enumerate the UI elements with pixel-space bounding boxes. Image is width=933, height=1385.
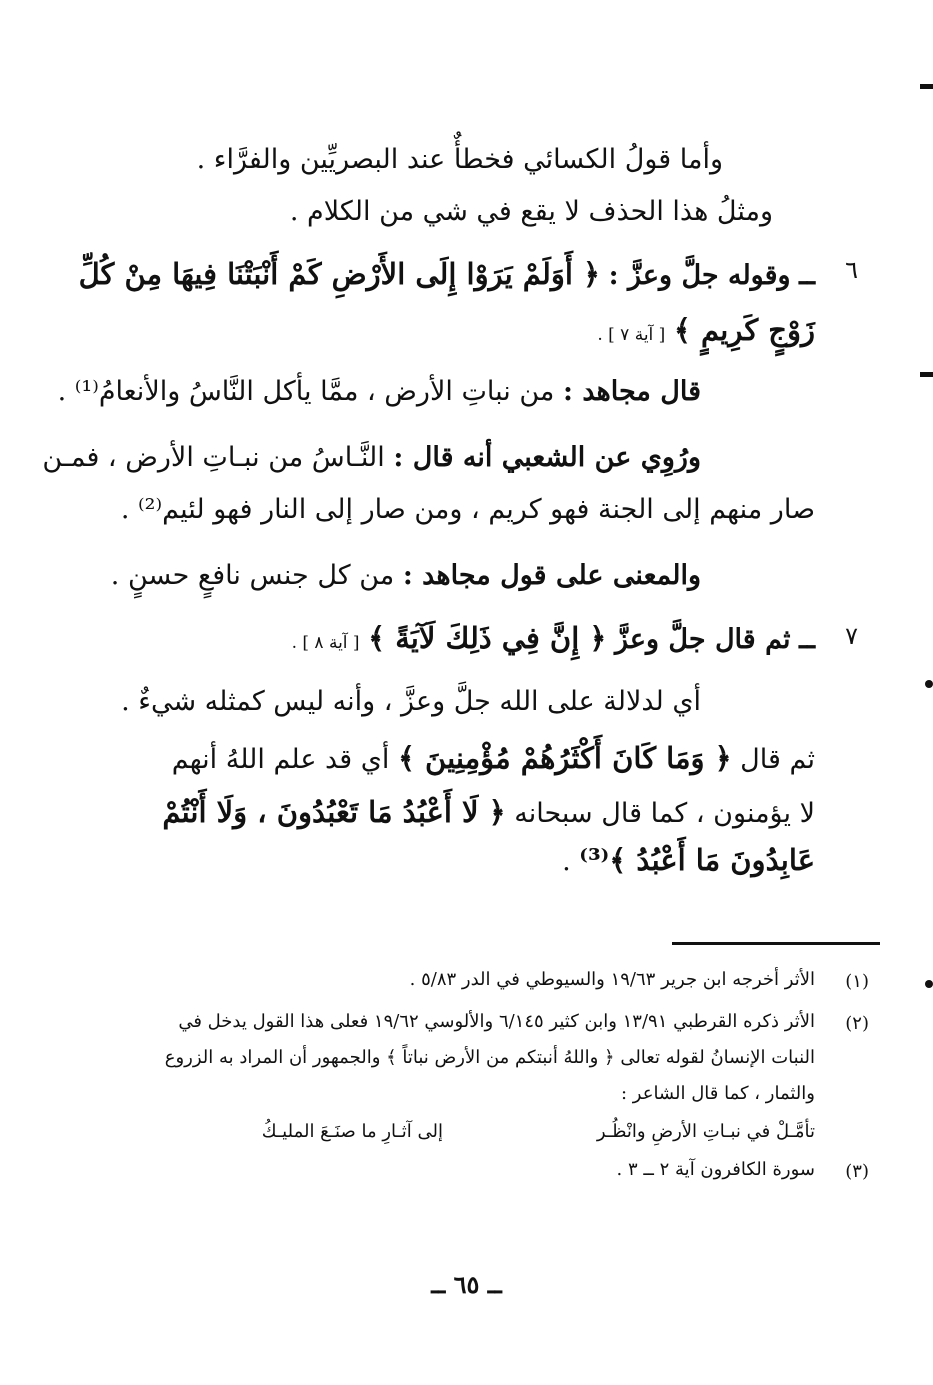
footnote-text: الأثر ذكره القرطبي ١٣/٩١ وابن كثير ٦/١٤٥ والألوسي ١٩/٦٢ فعلى هذا القول يدخل في [178, 1011, 815, 1032]
verse-reference: [ آية ٨ ] . [291, 633, 360, 653]
quran-text: عَابِدُونَ مَا أَعْبُدُ ﴾⁽³⁾ [579, 843, 815, 877]
text: ومثلُ هذا الحذف لا يقع في شي من الكلام . [289, 196, 773, 227]
quran-text: ﴿ إِنَّ فِي ذَلِكَ لَآيَةً ﴾ [368, 621, 607, 655]
text-line [562, 840, 815, 882]
text: من نباتِ الأرض ، ممَّا يأكل النَّاسُ والأنعامُ⁽¹⁾ . [57, 376, 555, 407]
footnote-number: (٢) [845, 1013, 869, 1034]
dash: ــ [799, 260, 815, 291]
margin-mark [920, 372, 933, 377]
text: صار منهم إلى الجنة فهو كريم ، ومن صار إلى النار فهو لئيم⁽²⁾ . [120, 494, 815, 525]
verse-reference: [ آية ٧ ] . [597, 325, 666, 345]
lead-text: وقوله جلَّ وعزَّ : [608, 260, 791, 291]
footnote-text: النبات الإنسانُ لقوله تعالى ﴿ واللهُ أنبتكم من الأرض نباتاً ﴾ والجمهور أن المراد به الزروع [164, 1047, 815, 1068]
footnote-2-line-2 [165, 1044, 815, 1072]
text-line [121, 682, 701, 722]
quran-text: ﴿ وَمَا كَانَ أَكْثَرُهُمْ مُؤْمِنِينَ ﴾ [397, 741, 732, 775]
footnote-text: الأثر أخرجه ابن جرير ١٩/٦٣ والسيوطي في الدر ٥/٨٣ . [409, 969, 815, 990]
margin-mark [925, 980, 933, 988]
text-line [197, 140, 723, 180]
quran-text: ﴿ لَا أَعْبُدُ مَا تَعْبُدُونَ ، وَلَا أَنْتُمْ [162, 795, 506, 829]
text: ثم قال [740, 744, 815, 775]
quran-text: ﴿ أَوَلَمْ يَرَوْا إِلَى الأَرْضِ كَمْ أَنْبَتْنَا فِيهَا مِنْ كُلِّ [78, 257, 601, 291]
text-line [58, 372, 701, 412]
poem-hemistich-1 [597, 1118, 815, 1146]
footnote-text: سورة الكافرون آية ٢ ــ ٣ . [616, 1159, 815, 1180]
footnote-2-line-1 [178, 1008, 815, 1036]
footnote-3 [617, 1156, 815, 1184]
item-6-line-1 [79, 254, 815, 296]
lead-text: ثم قال جلَّ وعزَّ [614, 624, 791, 655]
text: لا يؤمنون ، كما قال سبحانه [514, 798, 815, 829]
item-number: ٧ [845, 622, 858, 650]
quran-text: زَوْجٍ كَرِيمٍ ﴾ [673, 313, 815, 347]
text-line [290, 192, 773, 232]
margin-mark [925, 680, 933, 688]
footnote-2-line-3 [621, 1080, 815, 1108]
footnote-1 [410, 966, 815, 994]
text: النَّـاسُ من نبـاتِ الأرض ، فمـن [42, 442, 385, 473]
text-line [121, 490, 815, 530]
label-text: والمعنى على قول مجاهد : [402, 560, 701, 591]
item-number: ٦ [845, 256, 858, 284]
poem-text: تأمَّـلْ في نبـاتِ الأرضِ وانْظُـر [596, 1121, 815, 1142]
text: من كل جنس نافعٍ حسنٍ . [110, 560, 395, 591]
footnote-text: والثمار ، كما قال الشاعر : [620, 1083, 815, 1104]
item-6-line-2 [597, 310, 815, 355]
footnote-number: (١) [845, 971, 869, 992]
poem-hemistich-2 [262, 1118, 443, 1146]
text-line [172, 738, 815, 780]
margin-mark [920, 84, 933, 89]
footnote-number: (٣) [845, 1161, 869, 1182]
label-text: قال مجاهد : [562, 376, 701, 407]
item-7-line [292, 618, 815, 663]
poem-text: إلى آثـارِ ما صنَـعَ المليـكُ [261, 1121, 443, 1142]
page-number: ــ ٦٥ ــ [431, 1270, 502, 1299]
text: . [562, 846, 571, 877]
text: أي لدلالة على الله جلَّ وعزَّ ، وأنه ليس كمثله شيءٌ . [121, 686, 701, 717]
dash: ــ [799, 624, 815, 655]
text: وأما قولُ الكسائي فخطأٌ عند البصريِّين والفرَّاء . [196, 144, 723, 175]
text: أي قد علم اللهُ أنهم [171, 744, 390, 775]
footnote-separator [672, 942, 880, 945]
text-line [111, 556, 701, 596]
label-text: ورُوِي عن الشعبي أنه قال : [393, 442, 701, 473]
text-line [162, 792, 815, 834]
text-line [42, 438, 701, 478]
